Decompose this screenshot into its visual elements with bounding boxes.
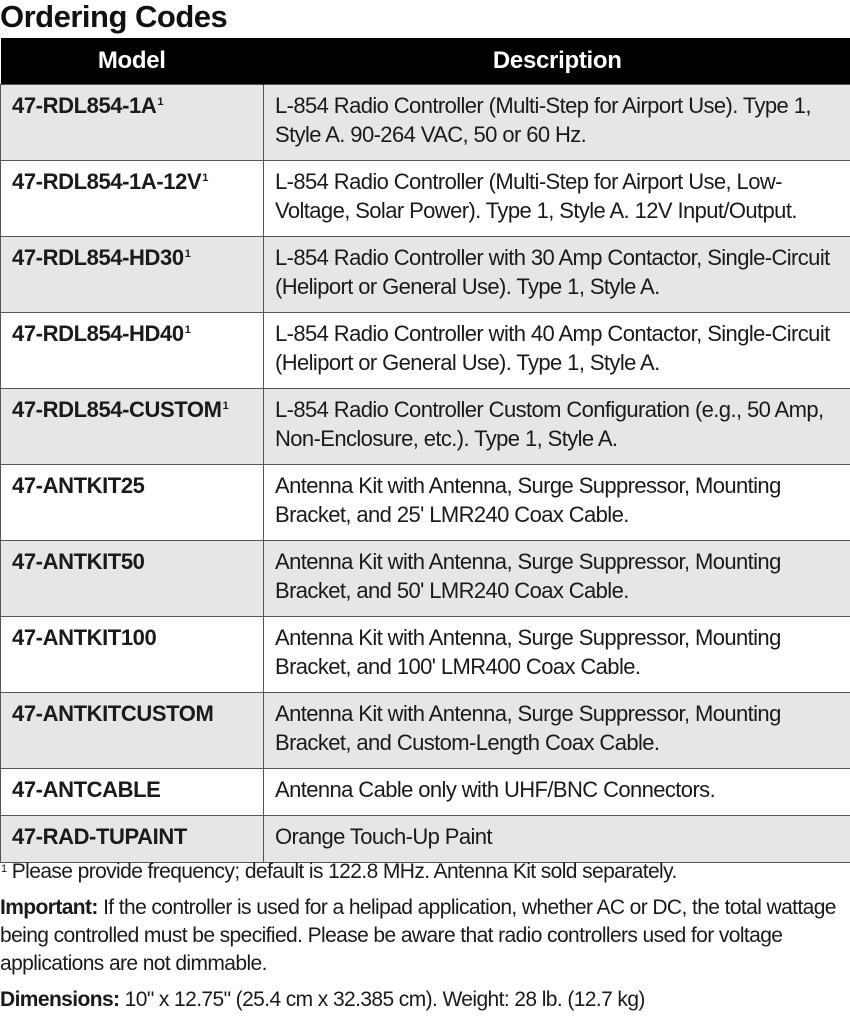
table-row bbox=[1, 541, 850, 617]
model-code-cell bbox=[1, 816, 264, 863]
dimensions-text: 10" x 12.75" (25.4 cm x 32.385 cm). Weight: 28 lb. (12.7 kg) bbox=[119, 988, 645, 1011]
model-code-cell bbox=[1, 769, 264, 816]
model-code: 47-RDL854-HD40 bbox=[12, 321, 184, 346]
model-code: 47-RAD-TUPAINT bbox=[12, 824, 187, 849]
table-row bbox=[1, 85, 850, 161]
description-cell: Antenna Kit with Antenna, Surge Suppressor, Mounting Bracket, and 100' LMR400 Coax Cable. bbox=[264, 617, 850, 693]
model-code: 47-RDL854-1A-12V bbox=[12, 169, 202, 194]
table-body bbox=[1, 85, 850, 863]
important-text: If the controller is used for a helipad application, whether AC or DC, the total wattage being controlled must be specified. Please be aware that radio controllers used for voltage applications are not dimmable. bbox=[0, 896, 836, 975]
description-cell: Antenna Cable only with UHF/BNC Connectors. bbox=[264, 769, 850, 816]
description-cell: Antenna Kit with Antenna, Surge Suppressor, Mounting Bracket, and Custom-Length Coax Cable. bbox=[264, 693, 850, 769]
model-code-cell bbox=[1, 161, 264, 237]
important-note bbox=[0, 894, 850, 978]
footnote-ref: 1 bbox=[184, 248, 191, 260]
footnote-marker: 1 bbox=[1, 863, 7, 875]
table-row bbox=[1, 769, 850, 816]
model-code: 47-RDL854-1A bbox=[12, 93, 157, 118]
description-cell: L-854 Radio Controller with 30 Amp Contactor, Single-Circuit (Heliport or General Use). Type 1, Style A. bbox=[264, 237, 850, 313]
footnote-text: Please provide frequency; default is 122.8 MHz. Antenna Kit sold separately. bbox=[6, 860, 677, 883]
description-column-header: Description bbox=[264, 38, 850, 85]
model-column-header: Model bbox=[1, 38, 264, 85]
table-row bbox=[1, 617, 850, 693]
footnote-ref: 1 bbox=[202, 172, 208, 184]
model-code-cell bbox=[1, 617, 264, 693]
table-row bbox=[1, 237, 850, 313]
description-cell: Antenna Kit with Antenna, Surge Suppressor, Mounting Bracket, and 50' LMR240 Coax Cable. bbox=[264, 541, 850, 617]
model-code-cell bbox=[1, 237, 264, 313]
description-cell: L-854 Radio Controller (Multi-Step for Airport Use, Low-Voltage, Solar Power). Type 1, Style A. 12V Input/Output. bbox=[264, 161, 850, 237]
description-cell: L-854 Radio Controller with 40 Amp Contactor, Single-Circuit (Heliport or General Use). Type 1, Style A. bbox=[264, 313, 850, 389]
model-code-cell bbox=[1, 389, 264, 465]
ordering-codes-table bbox=[0, 38, 850, 863]
table-row bbox=[1, 465, 850, 541]
model-code-cell bbox=[1, 693, 264, 769]
model-code: 47-ANTKIT50 bbox=[12, 549, 145, 574]
footnote-ref: 1 bbox=[222, 400, 229, 412]
table-row bbox=[1, 816, 850, 863]
model-code: 47-ANTCABLE bbox=[12, 777, 161, 802]
model-code: 47-ANTKIT100 bbox=[12, 625, 157, 650]
dimensions-label: Dimensions: bbox=[0, 988, 120, 1011]
model-code-cell bbox=[1, 541, 264, 617]
page-title: Ordering Codes bbox=[0, 0, 228, 34]
model-code: 47-RDL854-CUSTOM bbox=[12, 397, 222, 422]
table-row bbox=[1, 389, 850, 465]
model-code-cell bbox=[1, 313, 264, 389]
table-header-row bbox=[1, 38, 850, 85]
description-cell: Orange Touch-Up Paint bbox=[264, 816, 850, 863]
description-cell: Antenna Kit with Antenna, Surge Suppressor, Mounting Bracket, and 25' LMR240 Coax Cable. bbox=[264, 465, 850, 541]
model-code-cell bbox=[1, 465, 264, 541]
model-code-cell bbox=[1, 85, 264, 161]
footnote bbox=[0, 858, 850, 886]
important-label: Important: bbox=[0, 896, 98, 919]
footnote-ref: 1 bbox=[184, 324, 191, 336]
table-row bbox=[1, 161, 850, 237]
dimensions-note bbox=[0, 986, 850, 1014]
description-cell: L-854 Radio Controller Custom Configuration (e.g., 50 Amp, Non-Enclosure, etc.). Type 1, Style A. bbox=[264, 389, 850, 465]
notes-section bbox=[0, 858, 850, 1022]
model-code: 47-RDL854-HD30 bbox=[12, 245, 184, 270]
table-row bbox=[1, 693, 850, 769]
model-code: 47-ANTKIT25 bbox=[12, 473, 145, 498]
footnote-ref: 1 bbox=[157, 96, 164, 108]
table-row bbox=[1, 313, 850, 389]
model-code: 47-ANTKITCUSTOM bbox=[12, 701, 214, 726]
description-cell: L-854 Radio Controller (Multi-Step for Airport Use). Type 1, Style A. 90-264 VAC, 50 or 60 Hz. bbox=[264, 85, 850, 161]
